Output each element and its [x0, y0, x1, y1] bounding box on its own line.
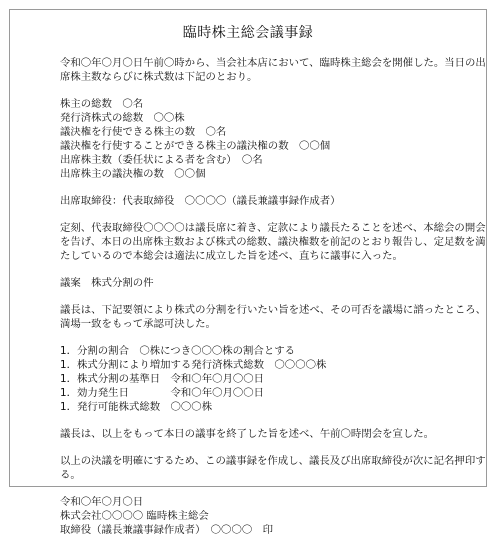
resolution-items	[60, 344, 452, 414]
stat-line: 出席株主数（委任状による者を含む） 〇名	[60, 154, 263, 166]
stat-line: 議決権を行使することができる株主の議決権の数 〇〇個	[60, 140, 331, 152]
proposal-line: 議長は、下記要領により株式の分割を行いたい旨を述べ、その可否を議場に諮ったところ、	[60, 304, 487, 316]
opening-line: 令和〇年〇月〇日午前〇時から、当会社本店において、臨時株主総会を開催した。当日の出	[60, 57, 486, 69]
resolution-item: 1．発行可能株式総数 〇〇〇株	[60, 401, 213, 413]
signature-date: 令和〇年〇月〇日	[60, 496, 144, 508]
resolution-item: 1．株式分割により増加する発行済株式総数 〇〇〇〇株	[60, 359, 327, 371]
attestation-line: 以上の決議を明確にするため、この議事録を作成し、議長及び出席取締役が次に記名押印す	[60, 455, 486, 467]
proposal-paragraph	[60, 303, 487, 331]
opening-line: 席株主数ならびに株式数は下記のとおり。	[60, 71, 258, 83]
agenda-heading: 議案 株式分割の件	[60, 277, 154, 289]
document-body	[60, 56, 487, 537]
closing-statement: 議長は、以上をもって本日の議事を終了した旨を述べ、午前〇時閉会を宣した。	[60, 428, 435, 440]
stat-line: 株主の総数 〇名	[60, 98, 144, 110]
document-title: 臨時株主総会議事録	[182, 25, 314, 41]
attestation-line: る。	[60, 469, 81, 481]
attendance-stats	[60, 97, 452, 181]
resolution-item: 1．株式分割の基準日 令和〇年〇月〇〇日	[60, 373, 265, 385]
chair-line: を告げ、本日の出席株主数および株式の総数、議決権数を前記のとおり報告し、定足数を満	[60, 236, 486, 248]
signature-signer: 取締役（議長兼議事録作成者） 〇〇〇〇 印	[60, 524, 274, 536]
chair-line: たしているので本総会は適法に成立した旨を述べ、直ちに議事に入った。	[60, 250, 403, 262]
attestation-paragraph	[60, 454, 486, 482]
chair-line: 定刻、代表取締役〇〇〇〇は議長席に着き、定款により議長たることを述べ、本総会の開会	[60, 222, 486, 234]
opening-paragraph	[60, 56, 486, 84]
resolution-item: 1．分割の割合 〇株につき〇〇〇株の割合とする	[60, 345, 295, 357]
chair-statement	[60, 221, 486, 263]
stat-line: 出席株主の議決権の数 〇〇個	[60, 168, 206, 180]
resolution-item: 1．効力発生日 令和〇年〇月〇〇日	[60, 387, 265, 399]
document-page	[9, 9, 487, 536]
signature-block	[60, 495, 452, 537]
attending-officer: 出席取締役：代表取締役 〇〇〇〇（議長兼議事録作成者）	[60, 195, 341, 207]
stat-line: 議決権を行使できる株主の数 〇名	[60, 126, 227, 138]
proposal-line: 満場一致をもって承認可決した。	[60, 318, 216, 330]
signature-company: 株式会社〇〇〇〇 臨時株主総会	[60, 510, 209, 522]
stat-line: 発行済株式の総数 〇〇株	[60, 112, 185, 124]
